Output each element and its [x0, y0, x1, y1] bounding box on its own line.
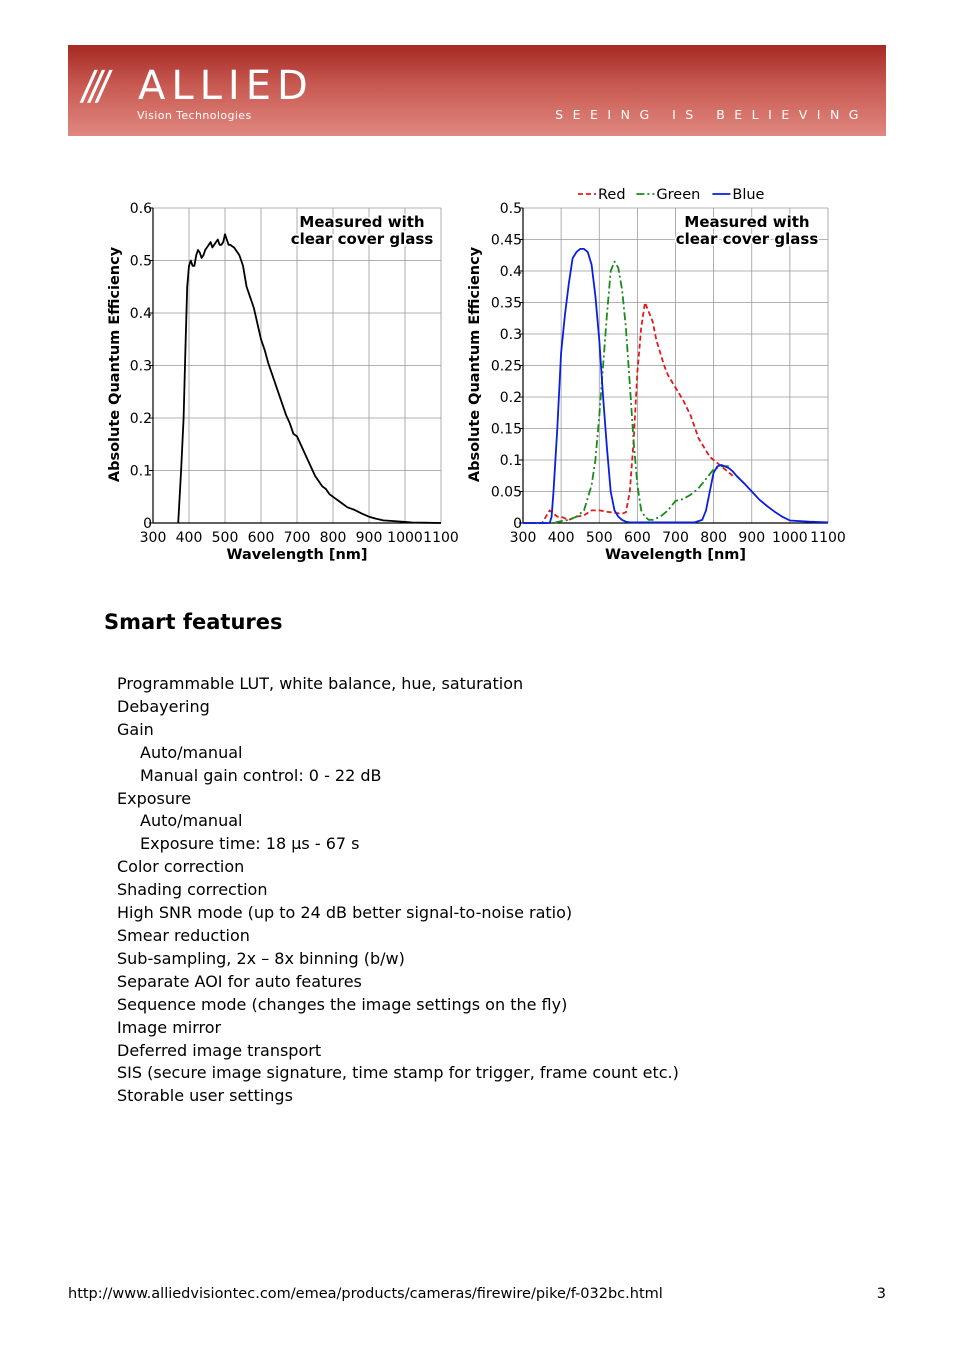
x-tick-label: 300: [509, 530, 537, 546]
mono-qe-chart: [100, 190, 470, 575]
x-tick-label: 400: [175, 530, 203, 546]
logo-slashes: ///: [78, 63, 108, 109]
x-tick-label: 600: [624, 530, 651, 546]
chart-annotation: clear cover glass: [675, 230, 819, 248]
feature-item: High SNR mode (up to 24 dB better signal-to-noise ratio): [117, 903, 573, 923]
feature-item: Exposure: [117, 788, 192, 808]
feature-subitem: Exposure time: 18 µs - 67 s: [140, 834, 360, 854]
feature-item: Programmable LUT, white balance, hue, saturation: [117, 674, 524, 693]
y-axis-label: Absolute Quantum Efficiency: [467, 246, 483, 483]
feature-item: SIS (secure image signature, time stamp for trigger, frame count etc.): [117, 1063, 679, 1083]
y-tick-label: 0.5: [499, 201, 522, 217]
y-tick-label: 0.6: [129, 201, 152, 217]
logo-wordmark: ALLIED: [138, 63, 314, 109]
header-banner: [68, 45, 886, 136]
feature-subitem: Manual gain control: 0 - 22 dB: [140, 765, 382, 785]
x-tick-label: 600: [247, 530, 275, 546]
y-tick-label: 0.1: [499, 453, 522, 469]
x-tick-label: 300: [139, 530, 167, 546]
y-tick-label: 0: [143, 516, 152, 532]
feature-item: Sequence mode (changes the image settings on the fly): [117, 994, 568, 1014]
x-tick-label: 700: [662, 530, 689, 546]
feature-item: Debayering: [117, 696, 210, 716]
y-tick-label: 0.15: [490, 421, 522, 438]
feature-list: [117, 673, 679, 1108]
feature-item: Gain: [117, 719, 154, 739]
y-tick-label: 0.25: [490, 358, 522, 375]
legend-label: Red: [598, 187, 626, 203]
feature-item: Image mirror: [117, 1017, 222, 1037]
feature-item: Shading correction: [117, 880, 268, 900]
x-tick-label: 400: [547, 530, 575, 546]
feature-subitem: Auto/manual: [140, 742, 243, 762]
y-tick-label: 0.35: [490, 295, 522, 312]
x-tick-label: 1000: [772, 530, 808, 546]
feature-subitem: Auto/manual: [140, 811, 243, 831]
x-tick-label: 1100: [423, 530, 459, 546]
y-tick-label: 0.3: [499, 327, 522, 343]
footer-url[interactable]: http://www.alliedvisiontec.com/emea/products/cameras/firewire/pike/f-032bc.html: [68, 1286, 663, 1302]
x-tick-label: 500: [585, 530, 613, 546]
page-number: 3: [876, 1286, 886, 1302]
legend-label: Green: [656, 187, 701, 203]
feature-item: Smear reduction: [117, 925, 250, 945]
y-tick-label: 0.4: [499, 264, 522, 280]
y-tick-label: 0.1: [129, 463, 152, 480]
y-tick-label: 0: [513, 516, 522, 532]
feature-item: Separate AOI for auto features: [117, 971, 362, 991]
x-axis-label: Wavelength [nm]: [226, 547, 368, 563]
feature-item: Color correction: [117, 857, 245, 877]
x-tick-label: 800: [700, 530, 727, 546]
x-tick-label: 700: [283, 530, 311, 546]
x-tick-label: 900: [738, 530, 766, 546]
tagline: SEEING IS BELIEVING: [555, 107, 868, 122]
x-tick-label: 900: [355, 530, 383, 546]
y-axis-label: Absolute Quantum Efficiency: [107, 246, 123, 483]
y-tick-label: 0.2: [129, 411, 152, 427]
y-tick-label: 0.3: [129, 358, 152, 375]
series-line-0: [178, 234, 441, 523]
x-tick-label: 1000: [387, 530, 423, 546]
x-axis-label: Wavelength [nm]: [604, 547, 747, 563]
feature-item: Sub-sampling, 2x – 8x binning (b/w): [117, 948, 405, 968]
legend-label: Blue: [732, 187, 765, 203]
y-tick-label: 0.45: [490, 232, 522, 249]
logo-subtitle: Vision Technologies: [137, 109, 252, 122]
feature-item: Storable user settings: [117, 1086, 293, 1106]
y-tick-label: 0.05: [490, 484, 522, 501]
feature-item: Deferred image transport: [117, 1040, 322, 1060]
y-tick-label: 0.4: [129, 306, 152, 322]
x-tick-label: 800: [319, 530, 347, 546]
y-tick-label: 0.5: [129, 253, 152, 270]
y-tick-label: 0.2: [499, 390, 522, 406]
chart-annotation: Measured with: [684, 213, 810, 231]
section-title: Smart features: [104, 610, 283, 634]
x-tick-label: 500: [211, 530, 239, 546]
chart-annotation: Measured with: [299, 213, 425, 231]
x-tick-label: 1100: [810, 530, 846, 546]
chart-annotation: clear cover glass: [290, 230, 434, 248]
color-qe-chart: [458, 180, 858, 575]
